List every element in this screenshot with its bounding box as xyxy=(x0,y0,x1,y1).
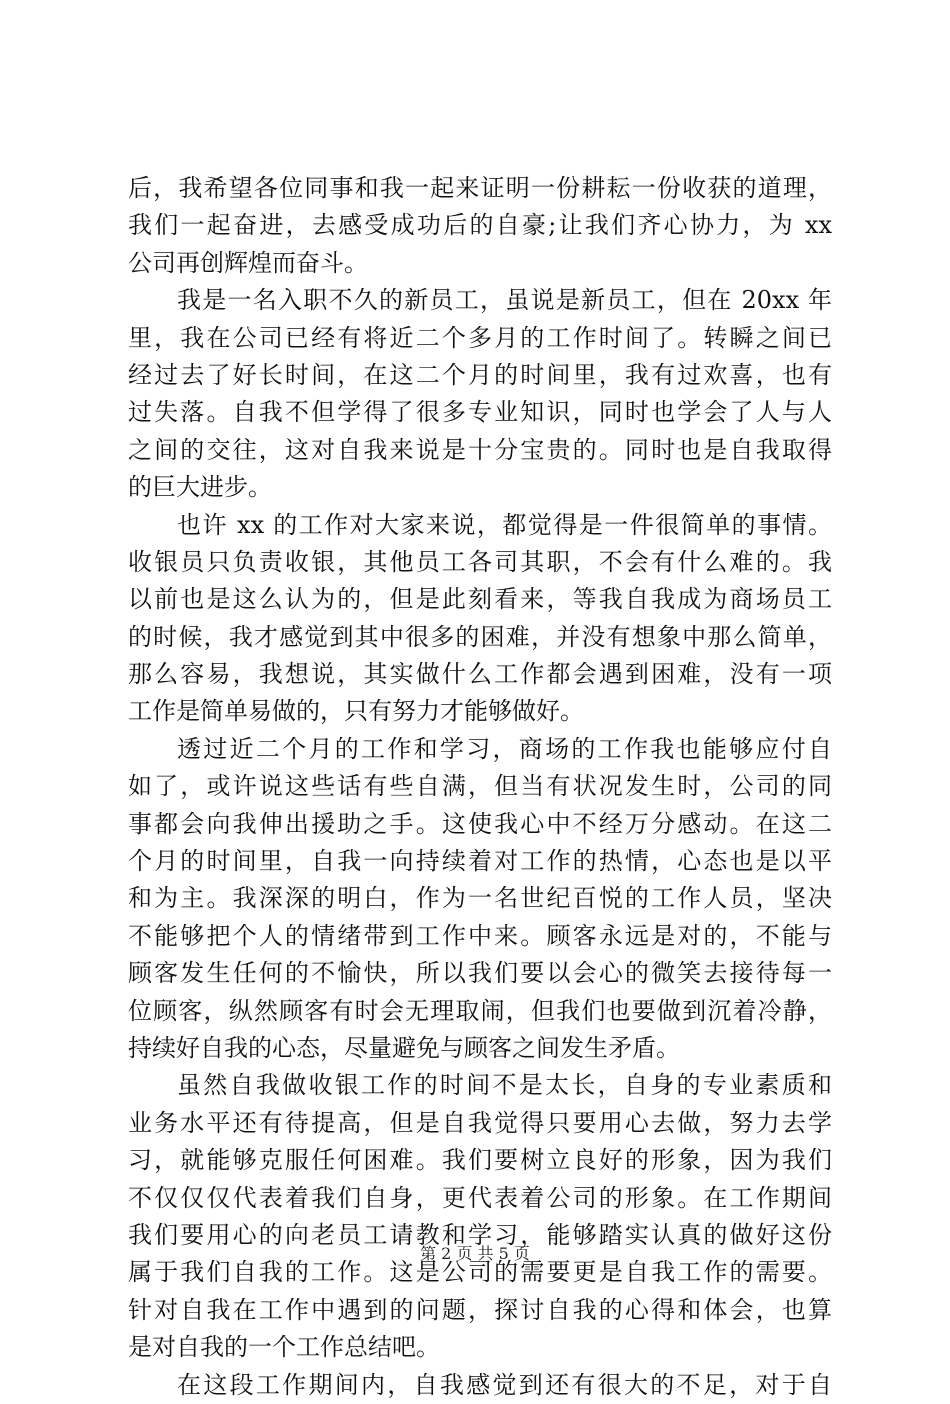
text-line: 的巨大进步。 xyxy=(128,473,272,502)
text-line: 透过近二个月的工作和学习，商场的工作我也能够应付自 xyxy=(177,734,832,763)
text-line: 不能够把个人的情绪带到工作中来。顾客永远是对的，不能与 xyxy=(128,921,832,950)
text-line: 我们一起奋进，去感受成功后的自豪;让我们齐心协力，为 xx xyxy=(128,211,832,240)
text-line: 在这段工作期间内，自我感觉到还有很大的不足，对于自 xyxy=(177,1370,832,1399)
text-line: 以前也是这么认为的，但是此刻看来，等我自我成为商场员工 xyxy=(128,585,832,614)
text-line: 是对自我的一个工作总结吧。 xyxy=(128,1333,440,1362)
text-line: 事都会向我伸出援助之手。这使我心中不经万分感动。在这二 xyxy=(128,809,832,838)
text-line: 里，我在公司已经有将近二个多月的工作时间了。转瞬之间已 xyxy=(128,323,832,352)
text-line: 后，我希望各位同事和我一起来证明一份耕耘一份收获的道理， xyxy=(128,174,832,202)
document-body xyxy=(128,170,832,1404)
text-line: 过失落。自我不但学得了很多专业知识，同时也学会了人与人 xyxy=(128,398,832,427)
text-line: 我是一名入职不久的新员工，虽说是新员工，但在 20xx 年 xyxy=(177,286,832,315)
text-line: 针对自我在工作中遇到的问题，探讨自我的心得和体会，也算 xyxy=(128,1295,832,1324)
text-line: 收银员只负责收银，其他员工各司其职，不会有什么难的。我 xyxy=(128,547,832,576)
text-line: 持续好自我的心态，尽量避免与顾客之间发生矛盾。 xyxy=(128,1033,680,1062)
text-line: 我们要用心的向老员工请教和学习，能够踏实认真的做好这份 xyxy=(128,1220,832,1249)
text-line: 习，就能够克服任何困难。我们要树立良好的形象，因为我们 xyxy=(128,1146,832,1175)
text-line: 经过去了好长时间，在这二个月的时间里，我有过欢喜，也有 xyxy=(128,360,832,389)
page-footer xyxy=(0,1243,950,1265)
text-line: 虽然自我做收银工作的时间不是太长，自身的专业素质和 xyxy=(177,1071,832,1100)
text-line: 也许 xx 的工作对大家来说，都觉得是一件很简单的事情。 xyxy=(177,510,832,539)
text-line: 工作是简单易做的，只有努力才能够做好。 xyxy=(128,697,584,726)
text-line: 和为主。我深深的明白，作为一名世纪百悦的工作人员，坚决 xyxy=(128,884,832,913)
text-line: 属于我们自我的工作。这是公司的需要更是自我工作的需要。 xyxy=(128,1258,832,1287)
text-line: 个月的时间里，自我一向持续着对工作的热情，心态也是以平 xyxy=(128,847,832,876)
text-line: 之间的交往，这对自我来说是十分宝贵的。同时也是自我取得 xyxy=(128,435,832,464)
page-number: 第 2 页 共 5 页 xyxy=(420,1244,530,1263)
text-line: 业务水平还有待提高，但是自我觉得只要用心去做，努力去学 xyxy=(128,1108,832,1137)
text-line: 公司再创辉煌而奋斗。 xyxy=(128,248,368,277)
text-line: 如了，或许说这些话有些自满，但当有状况发生时，公司的同 xyxy=(128,772,832,801)
text-line: 不仅仅仅代表着我们自身，更代表着公司的形象。在工作期间 xyxy=(128,1183,832,1212)
text-line: 的时候，我才感觉到其中很多的困难，并没有想象中那么简单， xyxy=(128,622,832,651)
text-line: 那么容易，我想说，其实做什么工作都会遇到困难，没有一项 xyxy=(128,660,832,689)
text-line: 顾客发生任何的不愉快，所以我们要以会心的微笑去接待每一 xyxy=(128,959,832,988)
text-line: 位顾客，纵然顾客有时会无理取闹，但我们也要做到沉着冷静， xyxy=(128,996,832,1025)
